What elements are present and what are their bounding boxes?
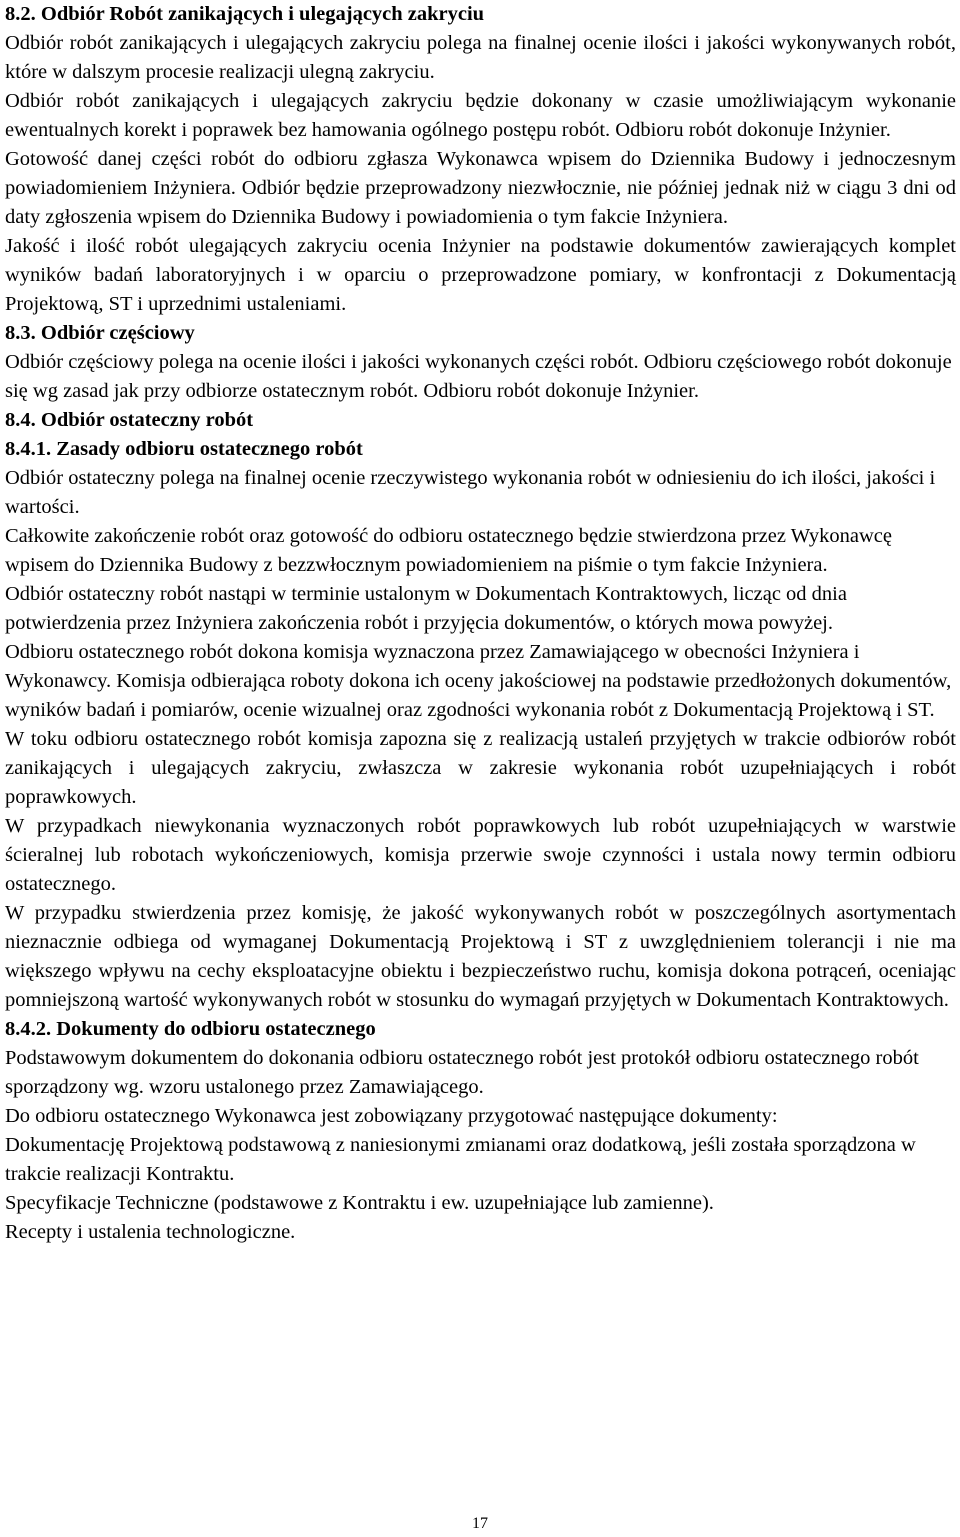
page-number: 17 [472,1515,488,1532]
section-heading-8-2: 8.2. Odbiór Robót zanikających i ulegających zakryciu [5,3,485,25]
paragraph: Odbiór ostateczny robót nastąpi w terminie ustalonym w Dokumentach Kontraktowych, licząc od dnia potwierdzenia przez Inżyniera zakończenia robót i przyjęcia dokumentów, o których mowa powyżej. [5,583,847,634]
paragraph: Odbiór robót zanikających i ulegających zakryciu będzie dokonany w czasie umożliwiającym wykonanie ewentualnych korekt i poprawek bez hamowania ogólnego postępu robót. Odbioru robót dokonuje Inżynier. [5,90,956,141]
paragraph: Całkowite zakończenie robót oraz gotowość do odbioru ostatecznego będzie stwierdzona przez Wykonawcę wpisem do Dziennika Budowy z bezzwłocznym powiadomieniem na piśmie o tym fakcie Inżyniera. [5,525,892,576]
paragraph: Jakość i ilość robót ulegających zakryciu ocenia Inżynier na podstawie dokumentów zawierających komplet wyników badań laboratoryjnych i w oparciu o przeprowadzone pomiary, w konfrontacji z Dokumentacją Projektową, ST i uprzednimi ustaleniami. [5,235,956,315]
paragraph: Odbiór ostateczny polega na finalnej ocenie rzeczywistego wykonania robót w odniesieniu do ich ilości, jakości i wartości. [5,467,936,518]
paragraph: Do odbioru ostatecznego Wykonawca jest zobowiązany przygotować następujące dokumenty: [5,1105,778,1127]
paragraph: Recepty i ustalenia technologiczne. [5,1221,296,1243]
paragraph: Odbiór robót zanikających i ulegających zakryciu polega na finalnej ocenie ilości i jakości wykonywanych robót, które w dalszym procesie realizacji ulegną zakryciu. [5,32,956,83]
section-heading-8-4: 8.4. Odbiór ostateczny robót [5,409,254,431]
paragraph: Podstawowym dokumentem do dokonania odbioru ostatecznego robót jest protokół odbioru ostatecznego robót sporządzony wg. wzoru ustalonego przez Zamawiającego. [5,1047,919,1098]
paragraph: Specyfikacje Techniczne (podstawowe z Kontraktu i ew. uzupełniające lub zamienne). [5,1192,714,1214]
paragraph: Odbiór częściowy polega na ocenie ilości i jakości wykonanych części robót. Odbioru częściowego robót dokonuje się wg zasad jak przy odbiorze ostatecznym robót. Odbioru robót dokonuje Inżynier. [5,351,952,402]
document-body [5,0,956,1247]
paragraph: Gotowość danej części robót do odbioru zgłasza Wykonawca wpisem do Dziennika Budowy i jednoczesnym powiadomieniem Inżyniera. Odbiór będzie przeprowadzony niezwłocznie, nie później jednak niż w ciągu 3 dni od daty zgłoszenia wpisem do Dziennika Budowy i powiadomienia o tym fakcie Inżyniera. [5,148,956,228]
section-heading-8-4-1: 8.4.1. Zasady odbioru ostatecznego robót [5,438,363,460]
paragraph: W przypadku stwierdzenia przez komisję, że jakość wykonywanych robót w poszczególnych asortymentach nieznacznie odbiega od wymaganej Dokumentacją Projektową i ST z uwzględnieniem tolerancji i nie ma większego wpływu na cechy eksploatacyjne obiektu i bezpieczeństwo ruchu, komisja dokona potrąceń, oceniając pomniejszoną wartość wykonywanych robót w stosunku do wymagań przyjętych w Dokumentach Kontraktowych. [5,902,956,1011]
section-heading-8-4-2: 8.4.2. Dokumenty do odbioru ostatecznego [5,1018,376,1040]
paragraph: W przypadkach niewykonania wyznaczonych robót poprawkowych lub robót uzupełniających w warstwie ścieralnej lub robotach wykończeniowych, komisja przerwie swoje czynności i ustala nowy termin odbioru ostatecznego. [5,815,956,895]
paragraph: W toku odbioru ostatecznego robót komisja zapozna się z realizacją ustaleń przyjętych w trakcie odbiorów robót zanikających i ulegających zakryciu, zwłaszcza w zakresie wykonania robót uzupełniających i robót poprawkowych. [5,728,956,808]
paragraph: Odbioru ostatecznego robót dokona komisja wyznaczona przez Zamawiającego w obecności Inżyniera i Wykonawcy. Komisja odbierająca roboty dokona ich oceny jakościowej na podstawie przedłożonych dokumentów, wyników badań i pomiarów, ocenie wizualnej oraz zgodności wykonania robót z Dokumentacją Projektową i ST. [5,641,952,721]
section-heading-8-3: 8.3. Odbiór częściowy [5,322,195,344]
paragraph: Dokumentację Projektową podstawową z naniesionymi zmianami oraz dodatkową, jeśli została sporządzona w trakcie realizacji Kontraktu. [5,1134,916,1185]
